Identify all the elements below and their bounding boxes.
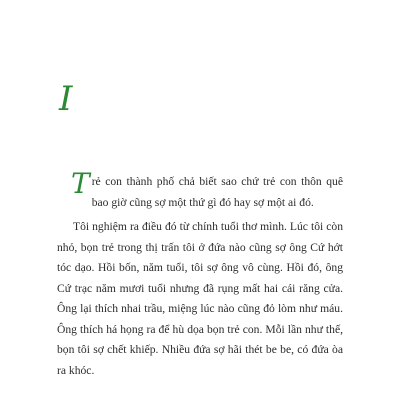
chapter-numeral: I	[59, 79, 73, 119]
paragraph-2: Tôi nghiệm ra điều đó từ chính tuổi thơ mình. Lúc tôi còn nhỏ, bọn trẻ trong thị trấn tôi ở đứa nào cũng sợ ông Cứ hớt tóc dạo. Hồi bốn, năm tuổi, tôi sợ ông vô cùng. Hồi đó, ông Cứ trạc năm mươi tuổi nhưng đã rụng mất hai cái răng cửa. Ông lại thích nhai trầu, miệng lúc nào cũng đỏ lòm như máu. Ông thích há họng ra để hù dọa bọn trẻ con. Mỗi lần như thế, bọn tôi sợ chết khiếp. Nhiều đứa sợ hãi thét be be, có đứa òa ra khóc.	[57, 220, 343, 377]
paragraph-1-text: rẻ con thành phố chả biết sao chứ trẻ con thôn quê bao giờ cũng sợ một thứ gì đó hay sợ một ai đó.	[91, 175, 343, 209]
drop-cap: T	[71, 167, 90, 200]
body-text	[57, 167, 343, 385]
paragraph-1	[57, 167, 343, 213]
